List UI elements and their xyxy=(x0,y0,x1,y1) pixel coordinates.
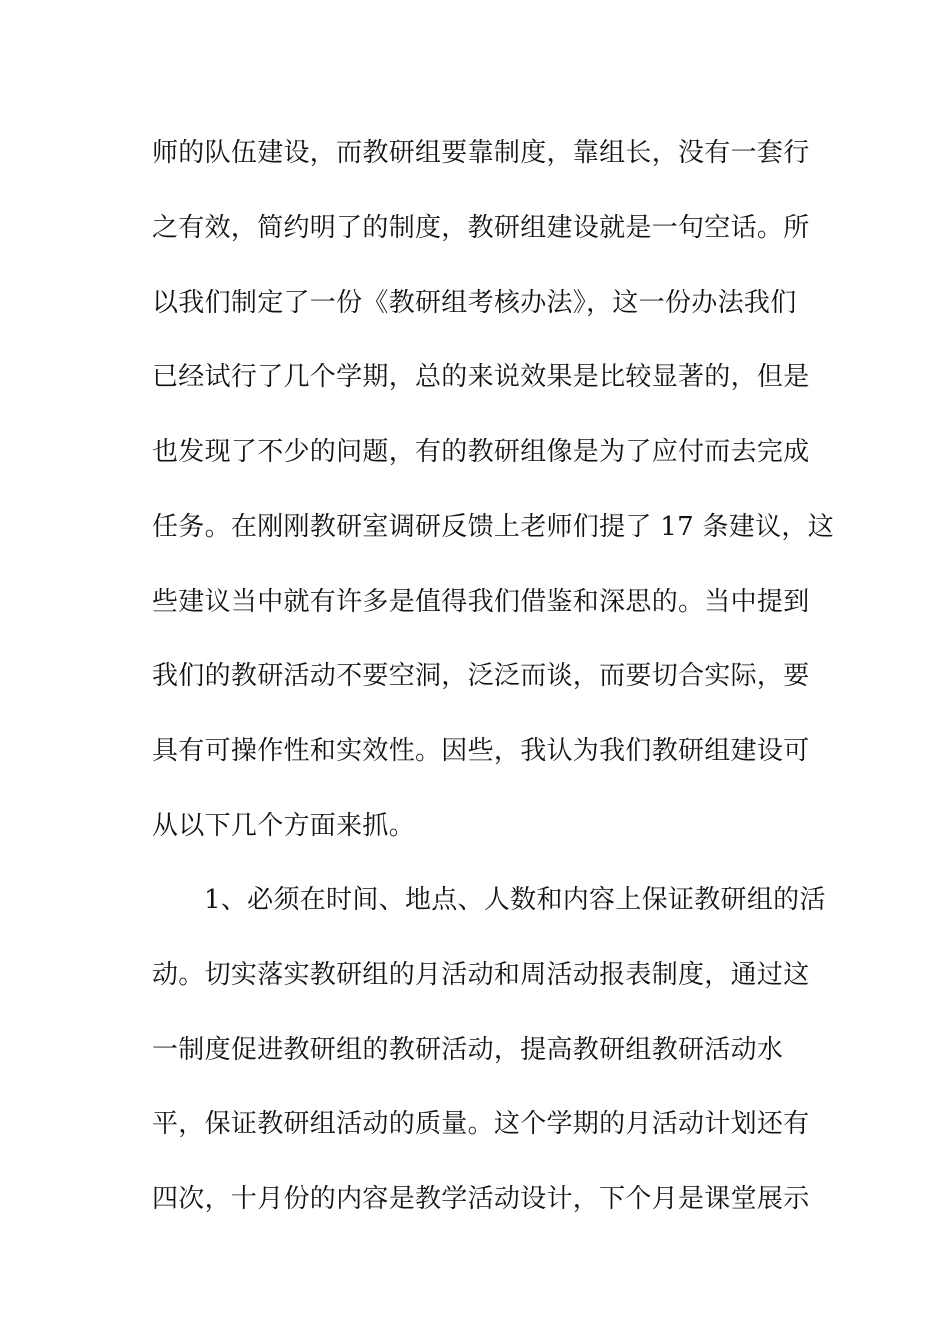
text-line-6: 任务。在刚刚教研室调研反馈上老师们提了 17 条建议，这 xyxy=(152,512,835,542)
text-line-5: 也发现了不少的问题，有的教研组像是为了应付而去完成 xyxy=(152,437,810,467)
text-line-14: 平，保证教研组活动的质量。这个学期的月活动计划还有 xyxy=(152,1109,810,1139)
text-line-8: 我们的教研活动不要空洞，泛泛而谈，而要切合实际，要 xyxy=(152,661,810,691)
text-line-9: 具有可操作性和实效性。因些，我认为我们教研组建设可 xyxy=(152,736,810,766)
text-line-1: 师的队伍建设，而教研组要靠制度，靠组长，没有一套行 xyxy=(152,138,810,168)
text-line-4: 已经试行了几个学期，总的来说效果是比较显著的，但是 xyxy=(152,362,810,392)
text-line-10: 从以下几个方面来抓。 xyxy=(152,811,416,841)
text-line-11: 1、必须在时间、地点、人数和内容上保证教研组的活 xyxy=(204,885,826,915)
text-line-2: 之有效，简约明了的制度，教研组建设就是一句空话。所 xyxy=(152,213,810,243)
text-line-13: 一制度促进教研组的教研活动，提高教研组教研活动水 xyxy=(152,1035,784,1065)
text-line-3: 以我们制定了一份《教研组考核办法》，这一份办法我们 xyxy=(152,288,797,318)
text-line-15: 四次，十月份的内容是教学活动设计，下个月是课堂展示 xyxy=(152,1184,810,1214)
text-line-7: 些建议当中就有许多是值得我们借鉴和深思的。当中提到 xyxy=(152,587,810,617)
text-line-12: 动。切实落实教研组的月活动和周活动报表制度，通过这 xyxy=(152,960,810,990)
